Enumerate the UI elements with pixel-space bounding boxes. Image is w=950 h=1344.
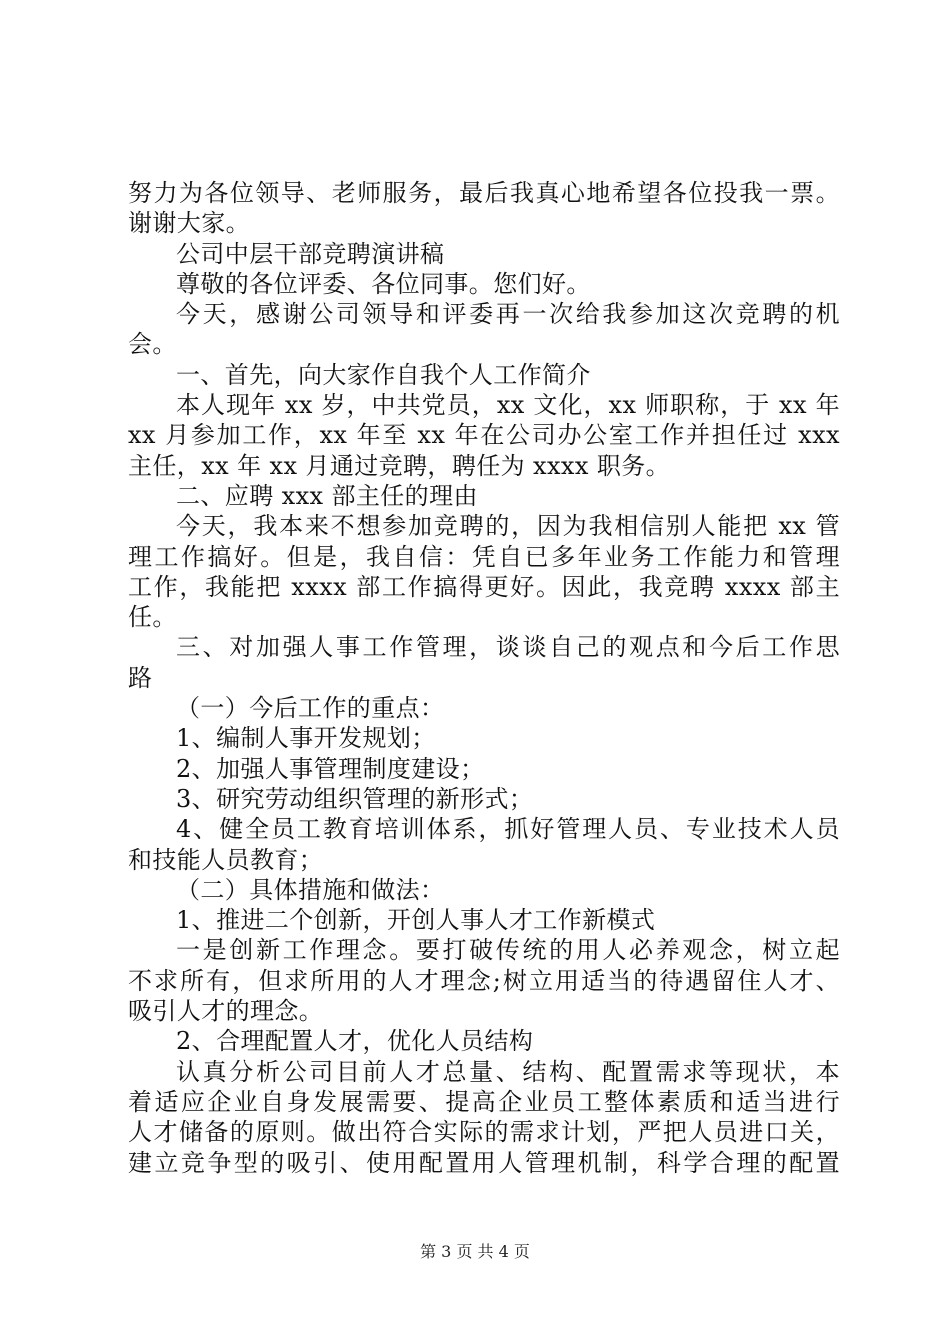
text-line: 一是创新工作理念。要打破传统的用人必养观念，树立起: [176, 936, 840, 965]
text-line: 本人现年 xx 岁，中共党员，xx 文化，xx 师职称，于 xx 年: [176, 391, 840, 420]
text-line: 努力为各位领导、老师服务，最后我真心地希望各位投我一票。: [128, 179, 840, 207]
text-line: 1、推进二个创新，开创人事人才工作新模式: [176, 906, 656, 935]
text-line: 3、研究劳动组织管理的新形式；: [176, 784, 534, 813]
text-line: 会。: [128, 330, 177, 359]
text-line: 1、编制人事开发规划；: [176, 724, 436, 753]
text-line: 公司中层干部竞聘演讲稿: [176, 239, 445, 268]
text-line: 路: [128, 663, 153, 692]
text-line: 2、加强人事管理制度建设；: [176, 754, 485, 783]
text-line: 2、合理配置人才，优化人员结构: [176, 1027, 534, 1056]
text-line: 和技能人员教育；: [128, 845, 324, 874]
page-footer: 第 3 页 共 4 页: [420, 1242, 530, 1261]
text-line: 谢谢大家。: [128, 209, 250, 238]
text-line: 建立竞争型的吸引、使用配置用人管理机制，科学合理的配置: [128, 1148, 840, 1177]
text-line: 三、对加强人事工作管理，谈谈自己的观点和今后工作思: [176, 633, 840, 662]
text-line: （一）今后工作的重点：: [176, 694, 445, 723]
text-line: 人才储备的原则。做出符合实际的需求计划，严把人员进口关，: [128, 1118, 840, 1147]
text-line: 主任，xx 年 xx 月通过竞聘，聘任为 xxxx 职务。: [128, 451, 671, 480]
text-line: 着适应企业自身发展需要、提高企业员工整体素质和适当进行: [128, 1087, 840, 1116]
text-line: 不求所有，但求所用的人才理念;树立用适当的待遇留住人才、: [128, 966, 840, 995]
text-line: 4、健全员工教育培训体系，抓好管理人员、专业技术人员: [176, 815, 840, 844]
text-line: xx 月参加工作，xx 年至 xx 年在公司办公室工作并担任过 xxx: [128, 421, 840, 450]
text-line: 今天，我本来不想参加竞聘的，因为我相信别人能把 xx 管: [176, 512, 840, 541]
text-line: 任。: [128, 603, 177, 632]
text-line: 理工作搞好。但是，我自信：凭自已多年业务工作能力和管理: [128, 542, 840, 571]
text-line: 吸引人才的理念。: [128, 997, 324, 1026]
text-line: 工作，我能把 xxxx 部工作搞得更好。因此，我竞聘 xxxx 部主: [128, 572, 840, 601]
text-line: 今天，感谢公司领导和评委再一次给我参加这次竞聘的机: [176, 300, 840, 329]
text-line: 一、首先，向大家作自我个人工作简介: [176, 360, 591, 389]
text-line: 二、应聘 xxx 部主任的理由: [176, 481, 478, 510]
text-line: 尊敬的各位评委、各位同事。您们好。: [176, 269, 591, 298]
document-body: [128, 178, 840, 1178]
text-line: （二）具体措施和做法：: [176, 875, 445, 904]
text-line: 认真分析公司目前人才总量、结构、配置需求等现状，本: [176, 1057, 840, 1086]
